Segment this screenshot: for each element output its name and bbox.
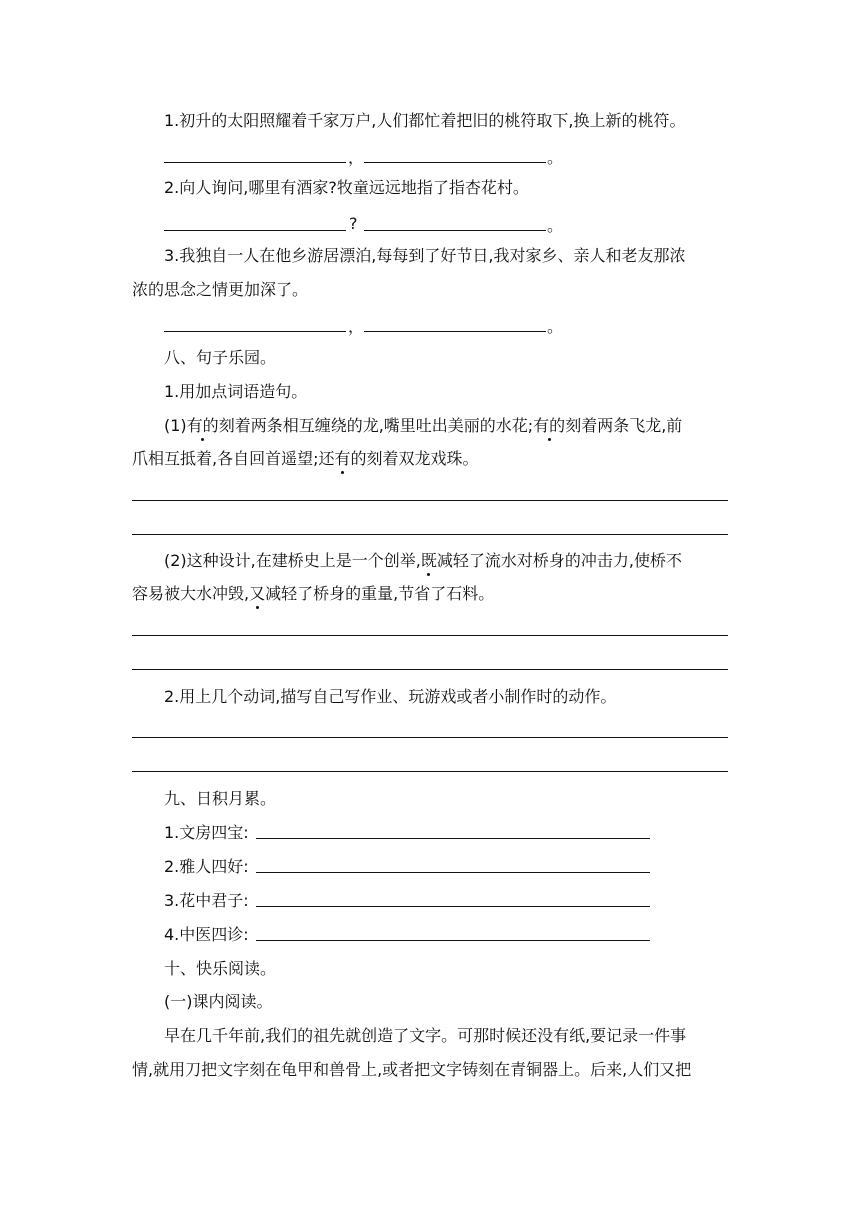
answer-line[interactable] [256, 906, 650, 907]
answer-line[interactable] [256, 940, 650, 941]
answer-line[interactable] [256, 872, 650, 873]
sentence-8-2-line2 [132, 583, 494, 605]
section-8-subtitle-2: 2.用上几个动词,描写自己写作业、玩游戏或者小制作时的动作。 [164, 687, 617, 706]
text-segment: 容易被大水冲毁, [132, 584, 250, 603]
text-segment: 减轻了桥身的重量,节省了石料。 [265, 584, 495, 603]
question-7-2: 2.向人询问,哪里有酒家?牧童远远地指了指杏花村。 [164, 178, 529, 197]
section-8-subtitle-1: 1.用加点词语造句。 [164, 382, 308, 401]
text-segment: (2)这种设计,在建桥史上是一个创举, [164, 551, 421, 570]
writing-line[interactable] [132, 500, 728, 501]
punct-period: 。 [547, 148, 564, 167]
idiom-item-3-label: 3.花中君子: [164, 891, 249, 910]
sentence-8-1-line2 [132, 448, 479, 470]
text-segment: 刻着双龙戏珠。 [366, 449, 479, 468]
answer-line[interactable] [256, 838, 650, 839]
question-7-1: 1.初升的太阳照耀着千家万户,人们都忙着把旧的桃符取下,换上新的桃符。 [164, 111, 686, 130]
dotted-word: 有的 [186, 416, 219, 435]
dotted-word: 还有的 [318, 449, 367, 468]
answer-line[interactable] [164, 230, 346, 231]
idiom-item-2-label: 2.雅人四好: [164, 857, 249, 876]
idiom-item-1-label: 1.文房四宝: [164, 823, 249, 842]
answer-line[interactable] [364, 230, 546, 231]
question-7-3-line2: 浓的思念之情更加深了。 [132, 280, 309, 299]
section-9-heading: 九、日积月累。 [164, 789, 277, 808]
writing-line[interactable] [132, 635, 728, 636]
text-segment: (1) [164, 416, 187, 435]
dotted-word: 既 [420, 551, 437, 570]
dotted-word: 有的 [533, 416, 566, 435]
answer-line[interactable] [164, 331, 346, 332]
punct-question: ? [349, 214, 358, 233]
sentence-8-2-line1 [164, 550, 682, 572]
writing-line[interactable] [132, 771, 728, 772]
section-8-heading: 八、句子乐园。 [164, 348, 277, 367]
reading-paragraph-line2: 情,就用刀把文字刻在龟甲和兽骨上,或者把文字铸刻在青铜器上。后来,人们又把 [132, 1060, 692, 1079]
writing-line[interactable] [132, 737, 728, 738]
punct-period: 。 [547, 216, 564, 235]
answer-line[interactable] [364, 162, 546, 163]
sentence-8-1-line1 [164, 415, 682, 437]
answer-line[interactable] [364, 331, 546, 332]
punct-period: 。 [547, 317, 564, 336]
dotted-word: 又 [249, 584, 266, 603]
text-segment: 减轻了流水对桥身的冲击力,使桥不 [436, 551, 682, 570]
text-segment: 爪相互抵着,各自回首遥望; [132, 449, 319, 468]
answer-line[interactable] [164, 162, 346, 163]
idiom-item-4-label: 4.中医四诊: [164, 925, 249, 944]
writing-line[interactable] [132, 669, 728, 670]
question-7-3-line1: 3.我独自一人在他乡游居漂泊,每每到了好节日,我对家乡、亲人和老友那浓 [164, 246, 686, 265]
reading-paragraph-line1: 早在几千年前,我们的祖先就创造了文字。可那时候还没有纸,要记录一件事 [164, 1026, 687, 1045]
section-10-heading: 十、快乐阅读。 [164, 959, 277, 978]
punct-comma: ， [348, 148, 365, 167]
writing-line[interactable] [132, 534, 728, 535]
text-segment: 刻着两条飞龙,前 [565, 416, 683, 435]
section-10-subtitle: (一)课内阅读。 [164, 992, 273, 1011]
punct-comma: ， [348, 317, 365, 336]
text-segment: 刻着两条相互缠绕的龙,嘴里吐出美丽的水花; [218, 416, 534, 435]
